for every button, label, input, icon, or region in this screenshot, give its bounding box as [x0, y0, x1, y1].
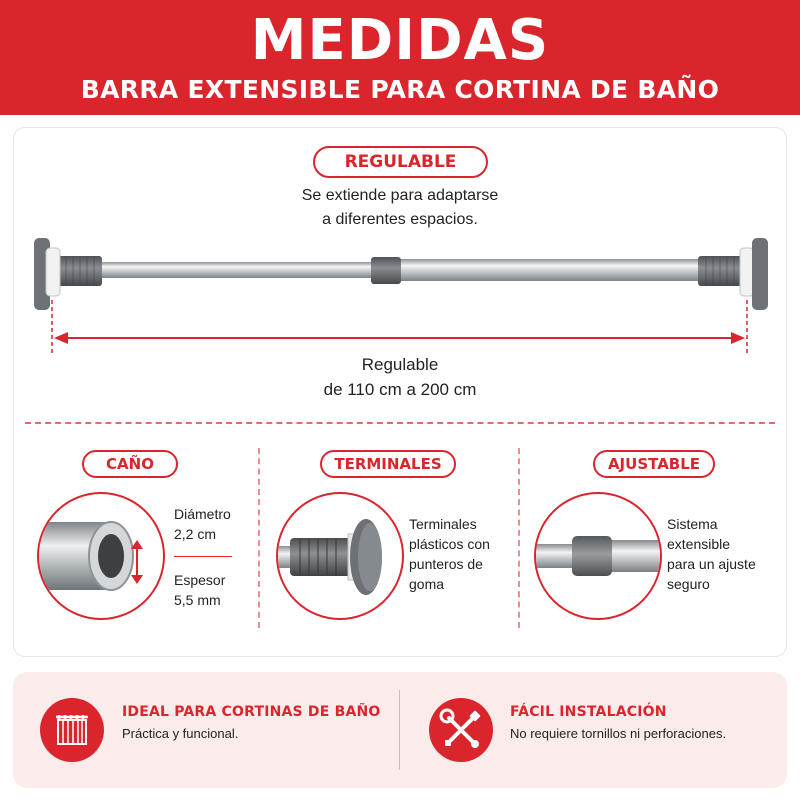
double-arrow-icon: [128, 540, 146, 584]
rod-right-endcap: [752, 238, 768, 310]
cano-diameter: [174, 504, 231, 544]
terminales-badge: TERMINALES: [320, 450, 456, 478]
section-divider: [25, 422, 775, 424]
regulable-desc-line2: a diferentes espacios.: [322, 211, 478, 228]
terminales-circle-image: [276, 492, 404, 620]
curtain-icon: [40, 698, 104, 762]
ajustable-line3: para un ajuste: [667, 556, 756, 572]
regulable-description: [250, 184, 550, 232]
range-line1: Regulable: [361, 355, 439, 374]
page-title: MEDIDAS: [250, 8, 550, 73]
terminales-line1: Terminales: [409, 516, 477, 532]
benefit-curtain-subtitle: Práctica y funcional.: [122, 726, 239, 741]
rod-thin-segment: [90, 262, 380, 278]
benefit-install-title: FÁCIL INSTALACIÓN: [510, 704, 667, 720]
ajustable-description: [667, 514, 756, 594]
ajustable-line4: seguro: [667, 576, 710, 592]
cano-diameter-value: 2,2 cm: [174, 526, 217, 542]
terminales-line2: plásticos con: [409, 536, 490, 552]
terminales-line4: goma: [409, 576, 445, 592]
cano-badge: CAÑO: [82, 450, 178, 478]
regulable-desc-line1: Se extiende para adaptarse: [301, 187, 499, 204]
rod-thick-segment: [390, 259, 710, 281]
cano-thickness-label: Espesor: [174, 572, 226, 588]
range-line2: de 110 cm a 200 cm: [323, 380, 477, 399]
benefit-install-subtitle: No requiere tornillos ni perforaciones.: [510, 726, 727, 741]
ajustable-badge: AJUSTABLE: [593, 450, 715, 478]
header-banner: [0, 0, 800, 115]
regulable-badge: REGULABLE: [313, 146, 488, 178]
terminales-line3: punteros de: [409, 556, 483, 572]
cano-divider-line: [174, 556, 232, 557]
tools-icon: [429, 698, 493, 762]
feature-separator-1: [258, 448, 260, 628]
rod-center-collar: [371, 257, 401, 284]
ajustable-circle-image: [534, 492, 662, 620]
ajustable-line1: Sistema: [667, 516, 718, 532]
benefit-curtain-title: IDEAL PARA CORTINAS DE BAÑO: [122, 704, 381, 720]
range-description: [250, 352, 550, 402]
cano-diameter-label: Diámetro: [174, 506, 231, 522]
cano-thickness-value: 5,5 mm: [174, 592, 221, 608]
terminales-description: [409, 514, 490, 594]
rod-illustration: [0, 230, 800, 360]
cano-thickness: [174, 570, 225, 610]
benefits-separator: [399, 690, 400, 770]
ajustable-line2: extensible: [667, 536, 731, 552]
feature-separator-2: [518, 448, 520, 628]
benefits-banner: [13, 672, 787, 788]
page-subtitle: BARRA EXTENSIBLE PARA CORTINA DE BAÑO: [80, 75, 720, 104]
